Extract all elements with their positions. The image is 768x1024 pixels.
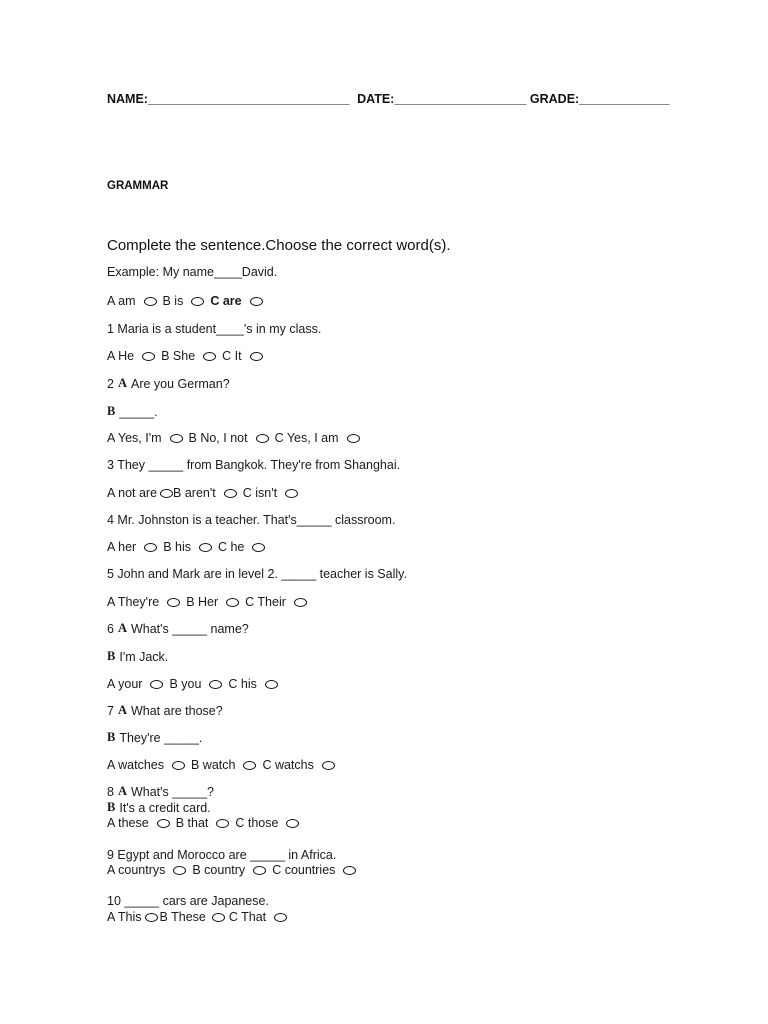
option-label: B country <box>192 863 246 877</box>
answer-bubble[interactable] <box>250 297 263 306</box>
answer-bubble[interactable] <box>252 543 265 552</box>
speaker-a-text: What are those? <box>130 703 223 718</box>
grade-field[interactable]: GRADE:_____________ <box>529 92 670 106</box>
speaker-a-text: What's _____ name? <box>130 621 249 636</box>
answer-bubble[interactable] <box>322 761 335 770</box>
question-9-options <box>107 863 362 877</box>
option-label: C isn't <box>242 486 278 500</box>
option-label: C countries <box>272 863 336 877</box>
option-label: A Yes, I'm <box>107 431 162 445</box>
answer-bubble[interactable] <box>343 866 356 875</box>
answer-bubble[interactable] <box>209 680 222 689</box>
date-field[interactable]: DATE:___________________ <box>357 92 527 106</box>
answer-bubble[interactable] <box>191 297 204 306</box>
example-options <box>107 294 269 308</box>
question-number: 6 <box>107 621 114 636</box>
question-number: 2 <box>107 376 114 391</box>
option-label: B Her <box>186 595 219 609</box>
option-label: B She <box>161 349 196 363</box>
answer-bubble[interactable] <box>144 297 157 306</box>
speaker-b-text: It's a credit card. <box>119 800 211 815</box>
question-6-options <box>107 677 284 691</box>
speaker-a-marker: A <box>117 376 127 390</box>
answer-bubble[interactable] <box>226 598 239 607</box>
question-3-prompt: 3 They _____ from Bangkok. They're from Shanghai. <box>107 458 401 472</box>
question-4-prompt: 4 Mr. Johnston is a teacher. That's_____ classroom. <box>107 513 396 527</box>
question-3-options <box>107 486 304 500</box>
answer-bubble[interactable] <box>294 598 307 607</box>
question-number: 8 <box>107 784 114 799</box>
option-label: B No, I not <box>188 431 248 445</box>
question-2-response <box>107 404 158 419</box>
option-label: A am <box>107 294 136 308</box>
answer-bubble[interactable] <box>216 819 229 828</box>
option-label: A They're <box>107 595 160 609</box>
answer-bubble[interactable] <box>144 543 157 552</box>
option-label: C It <box>222 349 242 363</box>
option-label: B aren't <box>173 486 216 500</box>
instructions: Complete the sentence.Choose the correct word(s). <box>107 237 451 254</box>
option-label: C That <box>228 910 267 924</box>
question-9-prompt: 9 Egypt and Morocco are _____ in Africa. <box>107 848 337 862</box>
question-2-prompt <box>107 376 230 391</box>
question-1-options <box>107 349 269 363</box>
option-label: C Yes, I am <box>274 431 339 445</box>
answer-bubble[interactable] <box>145 913 158 922</box>
question-8-response <box>107 800 211 815</box>
speaker-a-marker: A <box>117 703 127 717</box>
speaker-b-text: I'm Jack. <box>119 649 169 664</box>
question-6-response <box>107 649 168 664</box>
answer-bubble[interactable] <box>142 352 155 361</box>
question-number: 7 <box>107 703 114 718</box>
option-label: C his <box>228 677 257 691</box>
option-label: C Their <box>245 595 286 609</box>
option-label: C watchs <box>262 758 314 772</box>
option-label: B is <box>162 294 184 308</box>
option-label: A countrys <box>107 863 166 877</box>
option-label: C those <box>235 816 279 830</box>
option-label: B his <box>163 540 191 554</box>
option-label: A watches <box>107 758 164 772</box>
answer-bubble[interactable] <box>167 598 180 607</box>
answer-bubble[interactable] <box>274 913 287 922</box>
option-label: A your <box>107 677 143 691</box>
speaker-b-text: They're _____. <box>119 730 203 745</box>
question-7-prompt <box>107 703 223 718</box>
answer-bubble[interactable] <box>160 489 173 498</box>
answer-bubble[interactable] <box>173 866 186 875</box>
answer-bubble[interactable] <box>253 866 266 875</box>
answer-bubble[interactable] <box>203 352 216 361</box>
question-8-prompt <box>107 784 214 799</box>
question-6-prompt <box>107 621 249 636</box>
option-label: B These <box>159 910 206 924</box>
answer-bubble[interactable] <box>256 434 269 443</box>
question-7-response <box>107 730 202 745</box>
name-field[interactable]: NAME:_____________________________ <box>107 92 350 106</box>
question-2-options <box>107 431 366 445</box>
question-1-prompt: 1 Maria is a student____'s in my class. <box>107 322 322 336</box>
question-10-options <box>107 910 293 924</box>
speaker-a-marker: A <box>117 621 127 635</box>
option-label: B you <box>169 677 202 691</box>
option-label: C are <box>210 294 242 308</box>
answer-bubble[interactable] <box>265 680 278 689</box>
speaker-b-marker: B <box>107 649 116 663</box>
option-label: A This <box>107 910 142 924</box>
answer-bubble[interactable] <box>250 352 263 361</box>
speaker-b-marker: B <box>107 800 116 814</box>
question-8-options <box>107 816 305 830</box>
speaker-a-text: Are you German? <box>130 376 230 391</box>
answer-bubble[interactable] <box>285 489 298 498</box>
example-prompt: Example: My name____David. <box>107 265 278 279</box>
answer-bubble[interactable] <box>212 913 225 922</box>
speaker-b-marker: B <box>107 730 116 744</box>
option-label: B that <box>175 816 209 830</box>
option-label: B watch <box>190 758 236 772</box>
answer-bubble[interactable] <box>172 761 185 770</box>
option-label: A these <box>107 816 149 830</box>
question-7-options <box>107 758 341 772</box>
section-title: GRAMMAR <box>107 180 169 192</box>
speaker-a-text: What's _____? <box>130 784 214 799</box>
question-5-prompt: 5 John and Mark are in level 2. _____ teacher is Sally. <box>107 567 407 581</box>
option-label: A not are <box>107 486 158 500</box>
option-label: C he <box>217 540 245 554</box>
answer-bubble[interactable] <box>199 543 212 552</box>
question-10-prompt: 10 _____ cars are Japanese. <box>107 894 269 908</box>
answer-bubble[interactable] <box>286 819 299 828</box>
speaker-a-marker: A <box>117 784 127 798</box>
answer-bubble[interactable] <box>170 434 183 443</box>
answer-bubble[interactable] <box>224 489 237 498</box>
question-4-options <box>107 540 271 554</box>
question-5-options <box>107 595 313 609</box>
answer-bubble[interactable] <box>243 761 256 770</box>
option-label: A her <box>107 540 137 554</box>
answer-bubble[interactable] <box>150 680 163 689</box>
option-label: A He <box>107 349 135 363</box>
speaker-b-text: _____. <box>119 404 158 419</box>
answer-bubble[interactable] <box>157 819 170 828</box>
speaker-b-marker: B <box>107 404 116 418</box>
header-line <box>107 92 670 106</box>
answer-bubble[interactable] <box>347 434 360 443</box>
